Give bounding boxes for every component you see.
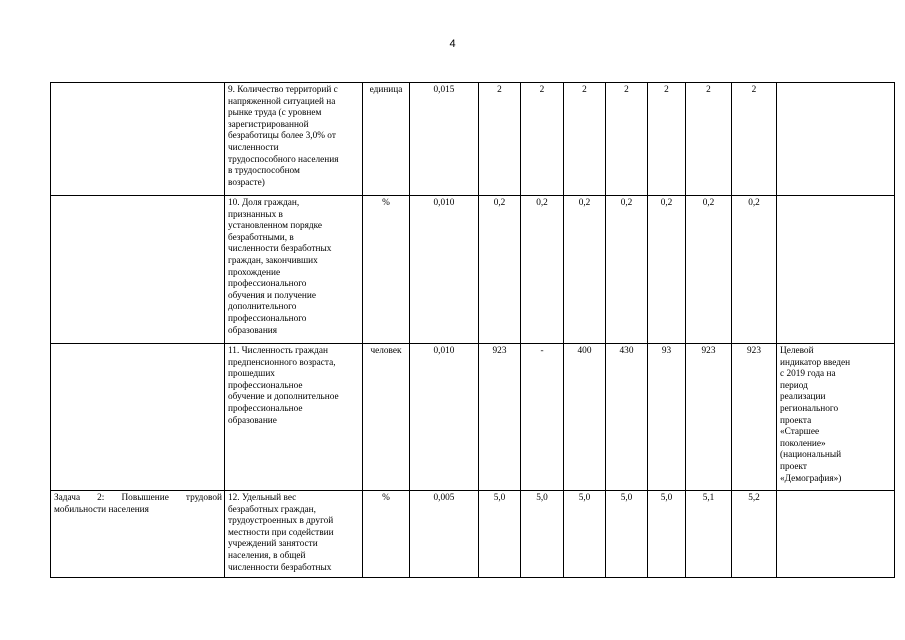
value-cell: 0,2 bbox=[732, 196, 777, 344]
value-cell: 2 bbox=[686, 83, 732, 196]
value-cell: 0,2 bbox=[479, 196, 521, 344]
weight-cell: 0,010 bbox=[410, 344, 479, 491]
indicator-cell: 10. Доля граждан, признанных в установленном порядке безработными, в численности безработных граждан, закончивших прохождение профессионального обучения и получение дополнительного профессионального образования bbox=[225, 196, 363, 344]
indicator-cell: 9. Количество территорий с напряженной ситуацией на рынке труда (с уровнем зарегистрированной безработицы более 3,0% от численности трудоспособного населения в трудоспособном возрасте) bbox=[225, 83, 363, 196]
indicator-cell: 11. Численность граждан предпенсионного возраста, прошедших профессиональное обучение и дополнительное профессиональное образование bbox=[225, 344, 363, 491]
table-row bbox=[51, 344, 895, 491]
indicator-cell: 12. Удельный вес безработных граждан, трудоустроенных в другой местности при содействии учреждений занятости населения, в общей численности безработных bbox=[225, 491, 363, 578]
value-cell: 2 bbox=[521, 83, 564, 196]
unit-cell: % bbox=[363, 491, 410, 578]
value-cell: 5,0 bbox=[479, 491, 521, 578]
value-cell: 2 bbox=[479, 83, 521, 196]
weight-cell: 0,015 bbox=[410, 83, 479, 196]
weight-cell: 0,005 bbox=[410, 491, 479, 578]
value-cell: 5,0 bbox=[648, 491, 686, 578]
note-cell bbox=[777, 83, 895, 196]
note-cell: Целевой индикатор введен с 2019 года на период реализации регионального проекта «Старшее поколение» (национальный проект «Демография») bbox=[777, 344, 895, 491]
value-cell: 5,2 bbox=[732, 491, 777, 578]
value-cell: 93 bbox=[648, 344, 686, 491]
unit-cell: человек bbox=[363, 344, 410, 491]
note-cell bbox=[777, 491, 895, 578]
value-cell: 923 bbox=[732, 344, 777, 491]
value-cell: 0,2 bbox=[521, 196, 564, 344]
task-cell bbox=[51, 344, 225, 491]
value-cell: 2 bbox=[606, 83, 648, 196]
value-cell: 400 bbox=[564, 344, 606, 491]
value-cell: 923 bbox=[686, 344, 732, 491]
value-cell: 5,1 bbox=[686, 491, 732, 578]
indicators-table bbox=[50, 82, 895, 578]
value-cell: 0,2 bbox=[648, 196, 686, 344]
value-cell: 2 bbox=[648, 83, 686, 196]
value-cell: 923 bbox=[479, 344, 521, 491]
unit-cell: % bbox=[363, 196, 410, 344]
value-cell: 2 bbox=[732, 83, 777, 196]
table-row bbox=[51, 83, 895, 196]
task-cell bbox=[51, 196, 225, 344]
weight-cell: 0,010 bbox=[410, 196, 479, 344]
value-cell: 5,0 bbox=[521, 491, 564, 578]
value-cell: 0,2 bbox=[564, 196, 606, 344]
table-row bbox=[51, 196, 895, 344]
page-number: 4 bbox=[449, 38, 456, 50]
value-cell: 0,2 bbox=[606, 196, 648, 344]
unit-cell: единица bbox=[363, 83, 410, 196]
note-cell bbox=[777, 196, 895, 344]
value-cell: 2 bbox=[564, 83, 606, 196]
task-cell bbox=[51, 83, 225, 196]
value-cell: 5,0 bbox=[564, 491, 606, 578]
value-cell: 0,2 bbox=[686, 196, 732, 344]
value-cell: - bbox=[521, 344, 564, 491]
value-cell: 5,0 bbox=[606, 491, 648, 578]
value-cell: 430 bbox=[606, 344, 648, 491]
table-row bbox=[51, 491, 895, 578]
task-cell: Задача 2: Повышение трудовой мобильности населения bbox=[51, 491, 225, 578]
